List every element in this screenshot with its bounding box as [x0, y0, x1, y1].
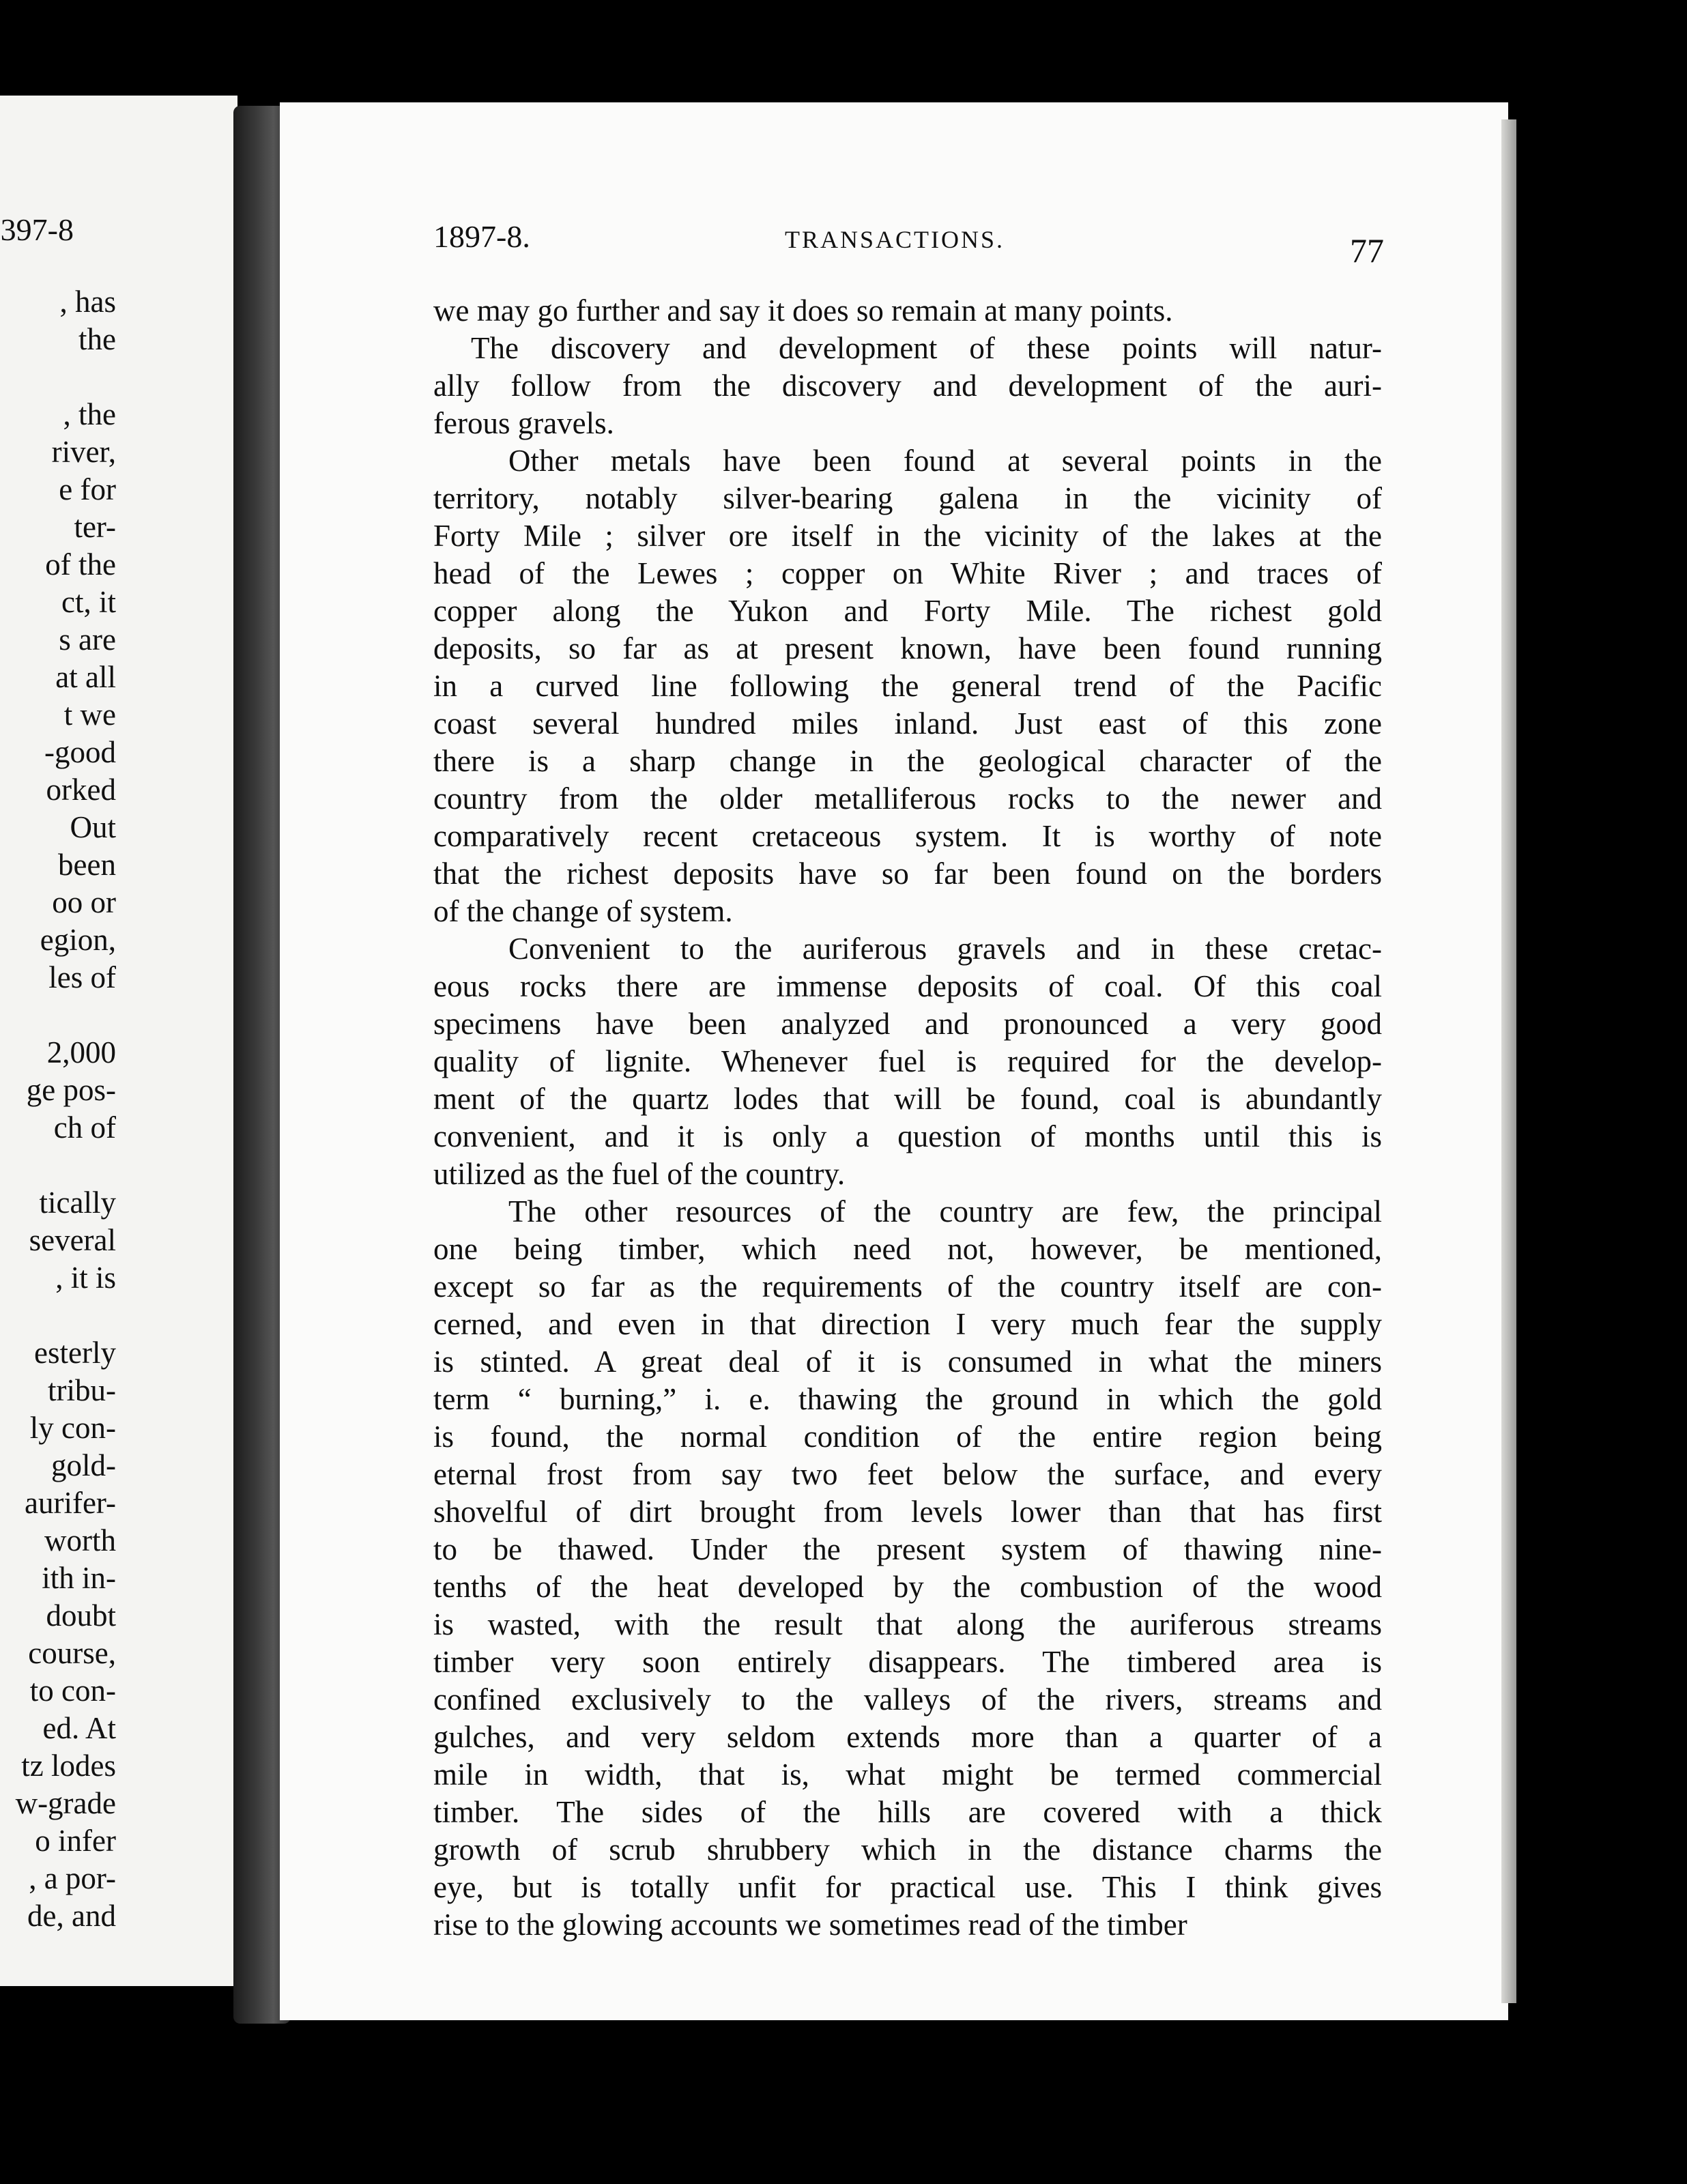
left-page-line: t we [63, 698, 116, 732]
page-number: 77 [1350, 231, 1384, 270]
text-line: term “ burning,” i. e. thawing the ground in which the gold [433, 1382, 1382, 1416]
left-page-line: Out [70, 810, 116, 844]
left-page-line: , a por- [29, 1861, 116, 1895]
left-page-line: de, and [27, 1899, 116, 1933]
body-text [433, 292, 1382, 1944]
left-page-line: ter- [74, 510, 116, 544]
left-page-line [16, 996, 116, 1034]
text-line: territory, notably silver-bearing galena in the vicinity of [433, 481, 1382, 515]
text-line: copper along the Yukon and Forty Mile. The richest gold [433, 594, 1382, 628]
text-line: coast several hundred miles inland. Just east of this zone [433, 706, 1382, 741]
text-line: The discovery and development of these points will natur- [471, 331, 1382, 365]
text-line: quality of lignite. Whenever fuel is required for the develop- [433, 1044, 1382, 1078]
left-page-line: tically [39, 1186, 116, 1220]
text-line: utilized as the fuel of the country. [433, 1157, 846, 1191]
text-line: eye, but is totally unfit for practical use. This I think gives [433, 1870, 1382, 1904]
left-page-line: ch of [53, 1110, 116, 1145]
left-page-line: doubt [46, 1598, 116, 1633]
text-line: eous rocks there are immense deposits of coal. Of this coal [433, 969, 1382, 1003]
left-page-line: -good [44, 735, 116, 769]
left-page-line: ct, it [61, 585, 116, 619]
left-page-line: gold- [51, 1448, 116, 1482]
left-page-line: ed. At [42, 1711, 116, 1745]
text-line: growth of scrub shrubbery which in the distance charms the [433, 1833, 1382, 1867]
text-line: country from the older metalliferous rocks to the newer and [433, 781, 1382, 816]
text-line: Other metals have been found at several points in the [508, 444, 1382, 478]
text-line: is wasted, with the result that along the auriferous streams [433, 1607, 1382, 1641]
left-page-line: , the [63, 397, 116, 431]
text-line: we may go further and say it does so remain at many points. [433, 293, 1173, 328]
text-line: tenths of the heat developed by the combustion of the wood [433, 1570, 1382, 1604]
left-page-line: tribu- [48, 1373, 116, 1407]
text-line: to be thawed. Under the present system of thawing nine- [433, 1532, 1382, 1566]
text-line: shovelful of dirt brought from levels lower than that has first [433, 1495, 1382, 1529]
left-page-line: ith in- [42, 1561, 116, 1595]
left-page-text [16, 283, 116, 1935]
page [280, 102, 1508, 2020]
text-line: ally follow from the discovery and development of the auri- [433, 369, 1382, 403]
left-page-line: egion, [40, 923, 116, 957]
left-page-line [16, 358, 116, 396]
left-page-line: of the [45, 547, 116, 581]
text-line: specimens have been analyzed and pronounced a very good [433, 1007, 1382, 1041]
left-page-line: the [78, 322, 116, 356]
facing-page-left [0, 96, 237, 1986]
left-page-line [16, 1297, 116, 1334]
text-line: comparatively recent cretaceous system. It is worthy of note [433, 819, 1382, 853]
left-page-line: worth [44, 1523, 116, 1557]
text-line: ferous gravels. [433, 406, 614, 440]
text-line: one being timber, which need not, however, be mentioned, [433, 1232, 1382, 1266]
left-page-line: to con- [29, 1673, 116, 1708]
paragraph [433, 330, 1382, 442]
text-line: deposits, so far as at present known, have been found running [433, 631, 1382, 665]
left-page-line: tz lodes [21, 1749, 116, 1783]
left-page-line: w-grade [15, 1786, 116, 1820]
left-page-line: les of [48, 960, 116, 994]
left-page-line: e for [59, 472, 116, 506]
left-page-line: at all [55, 660, 116, 694]
left-page-line: oo or [52, 885, 116, 919]
running-head-year: 1897-8. [433, 219, 530, 254]
text-line: timber. The sides of the hills are covered with a thick [433, 1795, 1382, 1829]
paragraph [433, 442, 1382, 930]
text-line: in a curved line following the general trend of the Pacific [433, 669, 1382, 703]
text-line: except so far as the requirements of the country itself are con- [433, 1269, 1382, 1304]
text-line: Forty Mile ; silver ore itself in the vicinity of the lakes at the [433, 519, 1382, 553]
left-running-head: 397-8 [0, 212, 74, 247]
text-line: of the change of system. [433, 894, 733, 928]
paragraph [433, 292, 1382, 330]
left-page-line: ly con- [29, 1411, 116, 1445]
left-page-line: 2,000 [46, 1035, 116, 1069]
left-page-line: esterly [34, 1336, 116, 1370]
text-line: is found, the normal condition of the entire region being [433, 1420, 1382, 1454]
left-page-line: aurifer- [25, 1486, 116, 1520]
running-head-title: TRANSACTIONS. [785, 226, 1005, 253]
text-line: eternal frost from say two feet below the surface, and every [433, 1457, 1382, 1491]
text-line: confined exclusively to the valleys of the rivers, streams and [433, 1682, 1382, 1716]
page-edge [1501, 119, 1516, 2003]
text-line: is stinted. A great deal of it is consumed in what the miners [433, 1345, 1382, 1379]
text-line: rise to the glowing accounts we sometimes read of the timber [433, 1908, 1187, 1942]
left-page-line: , has [59, 285, 116, 319]
text-line: The other resources of the country are few, the principal [508, 1194, 1382, 1228]
left-page-line: river, [51, 435, 116, 469]
text-line: head of the Lewes ; copper on White River ; and traces of [433, 556, 1382, 590]
left-page-line [16, 1147, 116, 1184]
left-page-line: orked [46, 773, 116, 807]
text-line: timber very soon entirely disappears. The timbered area is [433, 1645, 1382, 1679]
text-line: gulches, and very seldom extends more than a quarter of a [433, 1720, 1382, 1754]
text-line: convenient, and it is only a question of months until this is [433, 1119, 1382, 1153]
text-line: that the richest deposits have so far been found on the borders [433, 857, 1382, 891]
text-line: mile in width, that is, what might be termed commercial [433, 1757, 1382, 1792]
paragraph [433, 1193, 1382, 1944]
paragraph [433, 930, 1382, 1193]
text-line: cerned, and even in that direction I very much fear the supply [433, 1307, 1382, 1341]
left-page-line: o infer [35, 1824, 116, 1858]
text-line: ment of the quartz lodes that will be found, coal is abundantly [433, 1082, 1382, 1116]
left-page-line: ge pos- [26, 1073, 116, 1107]
left-page-line: course, [28, 1636, 116, 1670]
text-line: Convenient to the auriferous gravels and in these cretac- [508, 932, 1382, 966]
left-page-line: , it is [55, 1261, 116, 1295]
left-page-line: been [58, 848, 116, 882]
text-line: there is a sharp change in the geological character of the [433, 744, 1382, 778]
left-page-line: s are [59, 622, 116, 657]
left-page-line: several [29, 1223, 116, 1257]
